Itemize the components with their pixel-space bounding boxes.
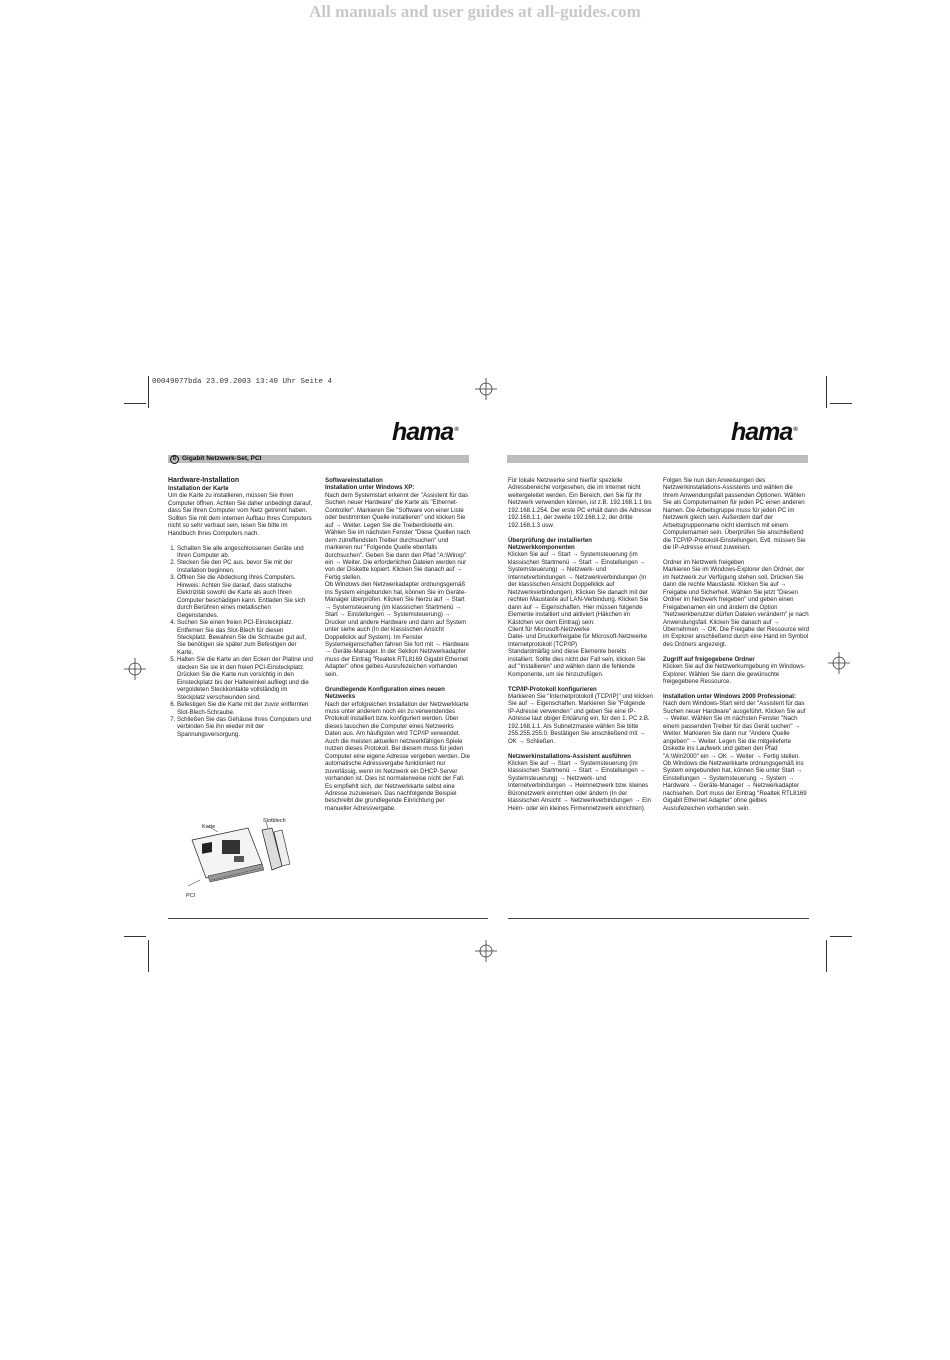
pci-card-figure: [178, 818, 298, 886]
crop-mark: [830, 403, 852, 404]
column-1: [168, 477, 313, 738]
subheading-windows-xp: Installation unter Windows XP:: [325, 484, 415, 492]
column-3: [508, 477, 653, 820]
paragraph: Klicken Sie auf die Netzwerkumgebung im Windows-Explorer. Wählen Sie dann die gewünschte freigegebene Ressource.: [663, 663, 806, 686]
paragraph: Ob Windows den Netzwerkadapter ordnungsgemäß ins System eingebunden hat, können Sie im Geräte-Manager überprüfen. Klicken Sie hierzu auf → Start → Systemsteuerung (im klassischen Startmenü → Start → Einstellungen → Systemsteuerung) → Drucker und andere Hardware und dann auf System unter siehe auch (In der klassischen Ansicht Doppelklick auf System). Im Fenster Systemeigenschaften fahren Sie fort mit → Hardware → Geräte-Manager. In der Sektion Netzwerkadapter muss der Eintrag "Realtek RTL8169 Gigabit Ethernet Adapter" ohne gelbes Ausrufezeichen vorhanden sein.: [325, 581, 469, 678]
column-4: [663, 477, 809, 812]
figure-label-pci: PCI: [186, 893, 196, 899]
crop-mark: [148, 376, 149, 408]
crop-mark: [124, 403, 146, 404]
pci-card-illustration: [178, 818, 298, 886]
heading-hardware-installation: Hardware-Installation: [168, 477, 240, 484]
registration-mark-right: [828, 652, 850, 674]
bottom-rule-left: [168, 918, 488, 919]
list-item: 5. Halten Sie die Karte an den Ecken der Platine und stecken Sie sie in den freien PCI-Einsteckplatz. Drücken Sie die Karte nun vorsichtig in den Einsteckplatz bis der Haltewinkel aufliegt und die vergoldeten Steckkontakte vollständig im Steckplatz verschwunden sind.: [177, 656, 313, 701]
registration-mark-bottom: [475, 940, 497, 962]
component-item: Internetprotokoll (TCP/IP): [508, 640, 578, 648]
list-item: 6. Befestigen Sie die Karte mit der zuvor entfernten Slot-Blech-Schraube.: [177, 701, 313, 716]
hama-logo-left: hama®: [392, 418, 458, 446]
crop-mark: [124, 936, 146, 937]
crop-mark: [148, 940, 149, 972]
watermark: All manuals and user guides at all-guides.com: [309, 2, 641, 21]
paragraph: Markieren Sie im Windows-Explorer den Ordner, der im Netzwerk zur Verfügung stehen soll. Drücken Sie dann die rechte Maustaste. Klicken Sie auf → Freigabe und Sicherheit. Wählen Sie jetzt "Diesen Ordner im Netzwerk freigeben" und geben einen Freigabenamen ein und ändern die Option "Netzwerkbenutzer dürfen Dateien verändern" je nach Anwendungsfall. Klicken Sie danach auf → Übernehmen → OK. Die Freigabe der Ressource wird im Explorer anschließend durch eine Hand im Symbol des Ordners angezeigt.: [663, 566, 809, 648]
print-slug: 00049077bda 23.09.2003 13:40 Uhr Seite 4: [152, 378, 333, 386]
component-item: Datei- und Druckerfreigabe für Microsoft-Netzwerke: [508, 633, 648, 641]
paragraph: Um die Karte zu installieren, müssen Sie Ihren Computer öffnen. Achten Sie daher unbedingt darauf, dass Sie Ihren Computer vom Netz getrennt haben. Sollten Sie mit dem internen Aufbau Ihres Computers nicht so sehr vertraut sein, lesen Sie bitte im Handbuch Ihres Computers nach.: [168, 492, 313, 537]
section-bar-right: [507, 455, 808, 463]
paragraph: Klicken Sie auf → Start → Systemsteuerung (im klassischen Startmenü → Start → Einstellungen → Systemsteuerung) → Netzwerk- und Internetverbindungen → Heimnetzwerk bzw. kleines Büronetzwerk einrichten oder ändern (In der klassischen Ansicht → Netzwerkverbindungen → Ein Heim- oder ein kleines Firmennetzwerk einrichten).: [508, 760, 651, 812]
list-item: 3. Öffnen Sie die Abdeckung Ihres Computers. Hinweis: Achten Sie darauf, dass statische Elektrizität sowohl die Karte als auch Ihren Computer beschädigen kann. Entladen Sie sich durch Berühren eines metallischen Gegenstandes.: [177, 574, 313, 619]
crop-mark: [826, 376, 827, 408]
heading-ueberpruefung: Überprüfung der installierten Netzwerkkomponenten: [508, 536, 592, 552]
crop-mark: [826, 940, 827, 972]
list-item: 4. Suchen Sie einen freien PCI-Einsteckplatz. Entfernen Sie das Slot-Blech für diesen Steckplatz. Bewahren Sie die Schraube gut auf, Sie benötigen sie später zum Befestigen der Karte.: [177, 619, 313, 656]
paragraph: Nach dem Windows-Start wird der "Assistent für das Suchen neuer Hardware" ausgeführt. Klicken Sie auf → Weiter. Wählen Sie im nächsten Fenster "Nach einem passenden Treiber für das Gerät suchen" → Weiter. Markieren Sie dann nur "Andere Quelle angeben" → Weiter. Legen Sie die mitgelieferte Diskette ins Laufwerk und geben den Pfad "A:\Win2000" ein → OK → Weiter → Fertig stellen.: [663, 700, 806, 760]
figure-label-card: Karte: [202, 824, 216, 830]
language-badge: D: [170, 455, 179, 464]
paragraph: Markieren Sie "Internetprotokoll (TCP/IP)" und klicken Sie auf → Eigenschaften. Markieren Sie "Folgende IP-Adresse verwenden" und geben Sie eine IP-Adresse laut obiger Erklärung ein, für den 1. PC z.B. 192.168.1.1. Als Subnetzmaske wählen Sie bitte 255.255.255.0. Bestätigen Sie anschließend mit → OK → Schließen.: [508, 693, 653, 745]
subheading-ordner-freigeben: Ordner im Netzwerk freigeben: [663, 558, 745, 566]
list-item: 7. Schließen Sie das Gehäuse Ihres Computers und verbinden Sie ihn wieder mit der Spannungsversorgung.: [177, 716, 313, 738]
paragraph: Für lokale Netzwerke sind hierfür spezielle Adressbereiche vorgesehen, die im Internet nicht weitergeleitet werden. Ein Bereich, den Sie für Ihr Netzwerk verwenden können, ist z.B. 192.168.1.1 bis 192.168.1.254. Der erste PC erhält dann die Adresse 192.168.1.1, der zweite 192.168.1.2, der dritte 192.168.1.3 usw.: [508, 477, 652, 529]
paragraph: Nach der erfolgreichen Installation der Netzwerkkarte muss unter anderem noch ein zu verwendendes Protokoll installiert bzw. konfiguriert werden. Über dieses tauschen die Computer eines Netzwerks Daten aus. Am häufigsten wird TCP/IP verwendet. Auch die meisten aktuellen netzwerkfähigen Spiele nutzen dieses Protokoll. Bei diesem muss für jeden Computer eine eigene Adresse vergeben werden. Die automatische Adressvergabe funktioniert nur zuverlässig, wenn im Netzwerk ein DHCP-Server vorhanden ist. Dies ist normalerweise nicht der Fall. Es empfiehlt sich, der Netzwerkkarte selbst eine Adresse zuzuweisen. Das nachfolgende Beispiel beschreibt die grundlegende Einrichtung per manueller Adressvergabe.: [325, 700, 470, 812]
section-title: D Gigabit Netzwerk-Set, PCI: [170, 455, 261, 464]
heading-softwareinstallation: Softwareinstallation: [325, 477, 383, 484]
heading-zugriff: Zugriff auf freigegebene Ordner: [663, 655, 755, 663]
heading-tcpip-konfigurieren: TCP/IP-Protokoll konfigurieren: [508, 685, 597, 693]
paragraph: Ob Windows die Netzwerkkarte ordnungsgemäß ins System eingebunden hat, können Sie unter Start → Einstellungen → Systemsteuerung → System → Hardware → Geräte-Manager → Netzwerkadapter nachsehen. Dort muss der Eintrag "Realtek RTL8169 Gigabit Ethernet Adapter" ohne gelbes Ausrufezeichen vorhanden sein.: [663, 760, 807, 812]
registration-mark-top: [475, 378, 497, 400]
subheading-installation-karte: Installation der Karte: [168, 485, 229, 492]
heading-windows-2000: Installation unter Windows 2000 Professional:: [663, 692, 797, 700]
bottom-rule-right: [508, 918, 809, 919]
crop-mark: [830, 936, 852, 937]
registration-mark-left: [124, 658, 146, 680]
paragraph: Folgen Sie nun den Anweisungen des Netzwerkinstallations-Assistents und wählen die Ihrem Anwendungsfall passenden Optionen. Wählen Sie als Computernamen für jeden PC einen anderen Namen. Die Arbeitsgruppe muss für jeden PC im Netzwerk gleich sein. Außerdem darf der Arbeitsgruppenname nicht identisch mit einem Computernamen sein. Überprüfen Sie anschließend die TCP/IP-Protokoll-Einstellungen. Evtl. müssen Sie die IP-Adresse erneut zuweisen.: [663, 477, 806, 552]
paragraph: Standardmäßig sind diese Elemente bereits installiert. Sollte dies nicht der Fall sein, klicken Sie auf "Installieren" und wählen dann die fehlende Komponente, um sie hinzuzufügen.: [508, 648, 646, 678]
figure-label-slot: Slotblech: [263, 818, 286, 824]
list-item: 2. Stecken Sie den PC aus, bevor Sie mit der Installation beginnen.: [177, 559, 313, 574]
column-2: [325, 477, 471, 820]
paragraph: Klicken Sie auf → Start → Systemsteuerung (im klassischen Startmenü → Start → Einstellungen → Systemsteuerung) → Netzwerk- und Internetverbindungen → Netzwerkverbindungen (In der klassischen Ansicht Doppelklick auf Netzwerkverbindungen). Klicken Sie danach mit der rechten Maustaste auf LAN-Verbindung. Klicken Sie dann auf → Eigenschaften. Hier müssen folgende Elemente installiert und aktiviert (Häkchen im Kästchen vor dem Eintrag) sein:: [508, 551, 649, 626]
component-item: Client für Microsoft-Netzwerke: [508, 626, 590, 633]
list-item: 1. Schalten Sie alle angeschlossenen Geräte und Ihren Computer ab.: [177, 545, 313, 560]
heading-grundlegende-konfiguration: Grundlegende Konfiguration eines neuen Netzwerks: [325, 685, 445, 701]
installation-steps: [168, 545, 313, 739]
paragraph: Nach dem Systemstart erkennt der "Assistent für das Suchen neuer Hardware" die Karte als "Ethernet-Controller". Markieren Sie "Software von einer Liste oder bestimmten Quelle installieren" und klicken Sie auf → Weiter. Legen Sie die Treiberdiskette ein. Wählen Sie im nächsten Fenster "Diese Quellen nach dem zutreffendsten Treiber durchsuchen" und markieren nur "Folgende Quelle ebenfalls durchsuchen". Geben Sie dann den Pfad "A:\Winxp" ein → Weiter. Die erforderlichen Dateien werden nur von der Diskette kopiert. Klicken Sie danach auf → Fertig stellen.: [325, 491, 471, 581]
heading-netzwerkinstallations-assistent: Netzwerkinstallations-Assistent ausführen: [508, 752, 631, 760]
hama-logo-right: hama®: [731, 418, 797, 446]
